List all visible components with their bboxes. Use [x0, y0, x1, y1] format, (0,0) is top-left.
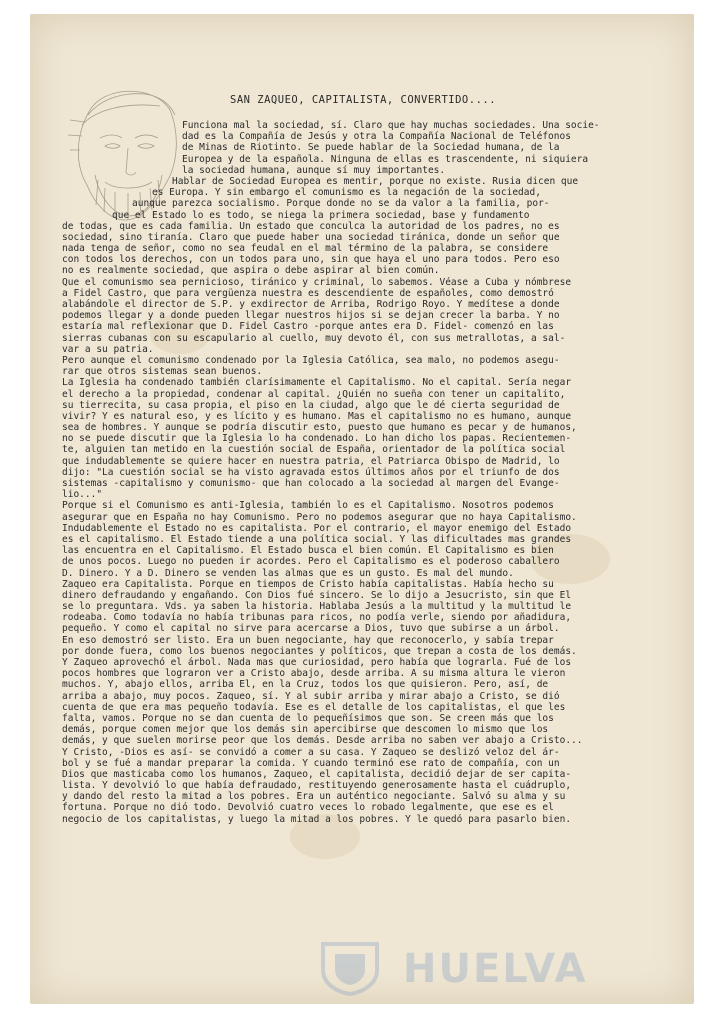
text-line: que indudablemente se quiere hacer en nuestra patria, el Patriarca Obispo de Madrid, lo — [62, 455, 560, 467]
text-line: Indudablemente el Estado no es capitalista. Por el contrario, el mayor enemigo del Estado — [62, 522, 572, 534]
text-line: es Europa. Y sin embargo el comunismo es la negación de la sociedad, — [152, 187, 541, 199]
document-title: SAN ZAQUEO, CAPITALISTA, CONVERTIDO.... — [230, 94, 497, 106]
text-line: a Fidel Castro, que para vergüenza nuestra es descendiente de españoles, como demostró — [62, 287, 554, 299]
text-line: rodeaba. Como todavía no había tribunas para ricos, no podía verle, siendo por añadidura, — [62, 612, 572, 624]
text-line: Que el comunismo sea pernicioso, tiránico y criminal, lo sabemos. Véase a Cuba y nómbrese — [62, 276, 572, 288]
text-line: Dios que masticaba como los humanos, Zaqueo, el capitalista, decidió dejar de ser capita- — [62, 768, 572, 780]
text-line: podemos llegar y a donde pueden llegar nuestros hijos si se dejan crecer la barba. Y no — [62, 310, 560, 322]
text-line: fortuna. Porque no dió todo. Devolvió cuatro veces lo robado legalmente, que ese es el — [62, 802, 554, 814]
text-line: lio..." — [62, 489, 103, 501]
text-line: vivir? Y es natural eso, y es lícito y es humano. Mas el capitalismo no es humano, aunque — [62, 410, 572, 422]
text-line: rar que otros sistemas sean buenos. — [62, 366, 263, 378]
text-line: con todos los derechos, con un todos para uno, sin que haya el uno para todos. Pero eso — [62, 254, 560, 266]
text-line: La Iglesia ha condenado también clarísimamente el Capitalismo. No el capital. Sería negar — [62, 377, 572, 389]
text-line: demás, porque comen mejor que los demás sin apercibirse que descomen lo mismo que los — [62, 724, 549, 736]
text-line: pequeño. Y como el capital no sirve para acercarse a Dios, tuvo que subirse a un árbol. — [62, 623, 560, 635]
text-line: aunque parezca socialismo. Porque donde no se da valor a la familia, por- — [132, 198, 550, 210]
text-line: falta, vamos. Porque no se dan cuenta de lo pequeñísimos que son. Se creen más que los — [62, 712, 554, 724]
text-line: Funciona mal la sociedad, sí. Claro que hay muchas sociedades. Una socie- — [182, 120, 600, 131]
text-line: pocos hombres que lograron ver a Cristo abajo, desde arriba. A su misma altura le vieron — [62, 668, 566, 680]
text-line: por donde fuera, como los buenos negociantes y políticos, que trepan a costa de los demás. — [62, 645, 577, 657]
text-line: no se puede discutir que la Iglesia lo ha condenado. Lo han dicho los papas. Recientemen- — [62, 433, 572, 445]
text-line: de Minas de Riotinto. Se puede hablar de la Sociedad humana, de la — [182, 142, 560, 154]
text-line: dijo: "La cuestión social se ha visto agravada estos últimos años por el triunfo de dos — [62, 466, 560, 478]
text-line: dinero defraudando y engañando. Con Dios fué sincero. Se lo dijo a Jesucristo, sin que El — [62, 589, 572, 601]
text-line: asegurar que en España no hay Comunismo. Pero no podemos asegurar que no haya Capitalismo. — [62, 511, 577, 523]
archive-watermark — [315, 940, 635, 996]
text-line: las encuentra en el Capitalismo. El Estado busca el bien común. El Capitalismo es bien — [62, 545, 554, 557]
text-line: el derecho a la propiedad, condenar al capital. ¿Quién no sueña con tener un capitalito, — [62, 388, 566, 400]
text-line: D. Dinero. Y a D. Dinero se venden las almas que es un gusto. Es mal del mundo. — [62, 567, 514, 579]
text-line: muchos. Y, abajo ellos, arriba El, en la Cruz, todos los que quisieron. Pero, así, de — [62, 679, 549, 691]
text-line: no es realmente sociedad, que aspira o debe aspirar al bien común. — [62, 265, 440, 277]
text-line: su tierrecita, su casa propia, el piso en la ciudad, algo que le dé cierta seguridad de — [62, 399, 560, 411]
text-line: Y Cristo, -Dios es así- se convidó a comer a su casa. Y Zaqueo se deslizó veloz del ár- — [62, 746, 560, 758]
document-body — [62, 120, 648, 825]
text-line: lista. Y devolvió lo que había defraudado, restituyendo generosamente hasta el cuádruplo, — [62, 780, 572, 792]
text-line: alabándole el director de S.P. y exdirector de Arriba, Rodrigo Royo. Y medítese a donde — [62, 299, 560, 310]
text-line: arriba a abajo, muy pocos. Zaqueo, sí. Y al subir arriba y mirar abajo a Cristo, se dió — [62, 690, 560, 702]
text-line: se lo preguntara. Vds. ya saben la historia. Hablaba Jesús a la multitud y la multitud le — [62, 601, 572, 613]
text-line: Europea y de la española. Ninguna de ellas es trascendente, ni siquiera — [182, 153, 589, 165]
text-line: Y Zaqueo aprovechó el árbol. Nada mas que curiosidad, pero había que lograrla. Fué de los — [62, 657, 572, 668]
text-line: bol y se fué a mandar preparar la comida. Y cuando terminó ese rato de compañía, con un — [62, 757, 560, 769]
text-line: te, alguien tan metido en la cuestión social de España, orientador de la política social — [62, 444, 566, 456]
text-line: negocio de los capitalistas, y luego la mitad a los pobres. Y le quedó para pasarlo bien. — [62, 813, 572, 825]
text-line: de unos pocos. Luego no pueden ir acordes. Pero el Capitalismo es el poderoso caballero — [62, 556, 560, 568]
text-line: que el Estado lo es todo, se niega la primera sociedad, base y fundamento — [112, 209, 530, 221]
text-line: estaría mal reflexionar que D. Fidel Castro -porque antes era D. Fidel- comenzó en las — [62, 321, 554, 333]
text-line: Hablar de Sociedad Europea es mentir, porque no existe. Rusia dicen que — [172, 175, 579, 187]
shield-icon — [315, 940, 385, 996]
watermark-text: HUELVA — [403, 946, 588, 992]
text-line: dad es la Compañía de Jesús y otra la Compañía Nacional de Teléfonos — [182, 131, 571, 143]
text-line: Pero aunque el comunismo condenado por la Iglesia Católica, sea malo, no podemos asegu- — [62, 354, 560, 366]
text-line: Porque si el Comunismo es anti-Iglesia, también lo es el Capitalismo. Nosotros podemos — [62, 500, 554, 512]
text-line: es el capitalismo. El Estado tiende a una política social. Y las dificultades mas grandes — [62, 533, 572, 545]
text-line: Zaqueo era Capitalista. Porque en tiempos de Cristo había capitalistas. Había hecho su — [62, 578, 554, 590]
text-line: y dando del resto la mitad a los pobres. Era un auténtico negociante. Salvó su alma y su — [62, 791, 566, 803]
text-line: la sociedad humana, aunque sí muy importantes. — [182, 164, 446, 176]
text-line: nada tenga de señor, como no sea feudal en el mal término de la palabra, se considere — [62, 243, 549, 255]
text-line: sea de hombres. Y aunque se podría discutir esto, puesto que humano es pecar y de humanos, — [62, 422, 577, 434]
text-line: demás, y que suelen morirse peor que los demás. Desde arriba no saben ver abajo a Cristo... — [62, 735, 583, 747]
text-line: sierras cubanas con su escapulario al cuello, muy devoto él, con sus metrallotas, a sal- — [62, 332, 566, 344]
text-line: En eso demostró ser listo. Era un buen negociante, hay que reconocerlo, y sabía trepar — [62, 634, 554, 646]
text-line: sistemas -capitalismo y comunismo- que han colocado a la sociedad al margen del Evange- — [62, 478, 560, 489]
text-line: de todas, que es cada familia. Un estado que conculca la autoridad de los padres, no es — [62, 220, 560, 232]
text-line: var a su patria. — [62, 343, 154, 355]
text-line: sociedad, sino tiranía. Claro que puede haber una sociedad tiránica, donde un señor que — [62, 231, 560, 243]
text-line: cuenta de que era mas pequeño todavía. Ese es el detalle de los capitalistas, el que les — [62, 701, 566, 713]
